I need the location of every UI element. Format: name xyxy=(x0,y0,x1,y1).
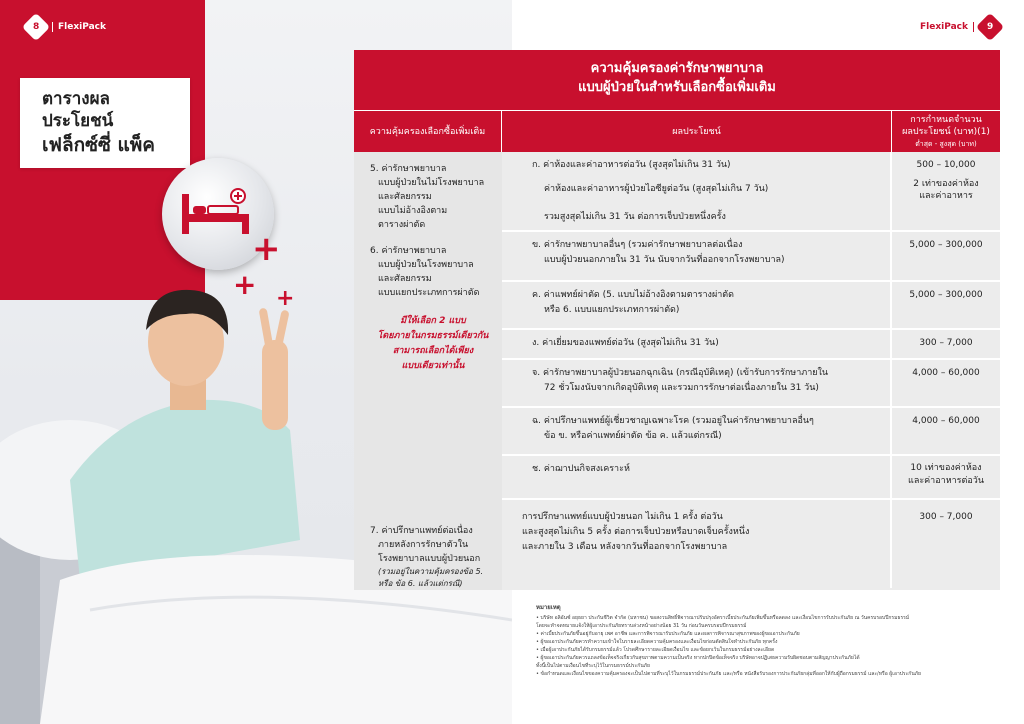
table-row: ง. ค่าเยี่ยมของแพทย์ต่อวัน (สูงสุดไม่เกิน 31 วัน) 300 – 7,000 xyxy=(502,330,1000,360)
footnote-line: ทั้งนี้เป็นไปตามเงื่อนไขที่ระบุไว้ในกรมธรรม์ประกันภัย xyxy=(536,663,650,669)
table-body xyxy=(354,152,1000,590)
table-header-row xyxy=(354,110,1000,152)
table-row: การปรึกษาแพทย์แบบผู้ป่วยนอก ไม่เกิน 1 ครั้ง ต่อวัน และสูงสุดไม่เกิน 5 ครั้ง ต่อการเจ็บป่วยหรือบาดเจ็บครั้งหนึ่ง และภายใน 3 เดือน หลังจากวันที่ออกจากโรงพยาบาล 300 – 7,000 xyxy=(502,500,1000,588)
footnotes-title: หมายเหตุ xyxy=(536,604,561,611)
header-benefit: ผลประโยชน์ xyxy=(502,111,892,152)
choice-note: มีให้เลือก 2 แบบ โดยภายในกรมธรรม์เดียวกัน สามารถเลือกได้เพียง แบบเดียวเท่านั้น xyxy=(377,316,489,371)
footnote-line: • ข้อกำหนดและเงื่อนไขของความคุ้มครองจะเป็นไปตามที่ระบุไว้ในกรมธรรม์ประกันภัย และ/หรือ หนังสือรับรองการประกันภัยกลุ่มที่ออกให้กับผู้ถือกรมธรรม์ และ/หรือ ผู้เอาประกันภัย xyxy=(536,671,921,677)
table-row: จ. ค่ารักษาพยาบาลผู้ป่วยนอกฉุกเฉิน (กรณีอุบัติเหตุ) (เข้ารับการรักษาภายใน 72 ชั่วโมงนับจากเกิดอุบัติเหตุ และรวมการรักษาต่อเนื่องภายใน 31 วัน) 4,000 – 60,000 xyxy=(502,360,1000,408)
footnote-line: โดยจะทำจดหมายแจ้งให้ผู้เอาประกันภัยทราบล่วงหน้าอย่างน้อย 31 วัน ก่อนวันครบรอบปีกรมธรรม์ xyxy=(536,623,747,629)
footnote-line: • ผู้ขอเอาประกันภัยควรทำความเข้าใจในรายละเอียดความคุ้มครองและเงื่อนไขก่อนตัดสินใจทำประกันภัย ทุกครั้ง xyxy=(536,639,778,645)
plus-icon: + xyxy=(276,286,295,311)
table-row: ฉ. ค่าปรึกษาแพทย์ผู้เชี่ยวชาญเฉพาะโรค (รวมอยู่ในค่ารักษาพยาบาลอื่นๆ ข้อ ข. หรือค่าแพทย์ผ่าตัด ข้อ ค. แล้วแต่กรณี) 4,000 – 60,000 xyxy=(502,408,1000,456)
page-number-icon: 9 xyxy=(976,13,1004,41)
page-title xyxy=(20,78,190,168)
coverage-group-6: 6. ค่ารักษาพยาบาล แบบผู้ป่วยในโรงพยาบาล และศัลยกรรม แบบแยกประเภทการผ่าตัด xyxy=(370,246,480,298)
footnote-line: • ค่าเบี้ยประกันภัยขึ้นอยู่กับอายุ เพศ อาชีพ และการพิจารณารับประกันภัย และผลการพิจารณาสุขภาพของผู้ขอเอาประกันภัย xyxy=(536,631,800,637)
table-row: ค. ค่าแพทย์ผ่าตัด (5. แบบไม่อ้างอิงตามตารางผ่าตัด หรือ 6. แบบแยกประเภทการผ่าตัด) 5,000 – 300,000 xyxy=(502,282,1000,330)
table-row: ก. ค่าห้องและค่าอาหารต่อวัน (สูงสุดไม่เกิน 31 วัน) 500 – 10,000 xyxy=(502,152,1000,176)
coverage-group-5: 5. ค่ารักษาพยาบาล แบบผู้ป่วยในไม่โรงพยาบาล และศัลยกรรม แบบไม่อ้างอิงตาม ตารางผ่าตัด xyxy=(370,164,485,230)
page-number-icon: 8 xyxy=(22,13,50,41)
coverage-group-7: 7. ค่าปรึกษาแพทย์ต่อเนื่อง ภายหลังการรักษาตัวใน โรงพยาบาลแบบผู้ป่วยนอก (รวมอยู่ในความคุ้มครองข้อ 5. หรือ ข้อ 6. แล้วแต่กรณี) xyxy=(370,526,484,588)
benefit-rows xyxy=(502,152,1000,590)
title-line-1: ตารางผลประโยชน์ xyxy=(42,89,114,131)
footnote-line: • เมื่อผู้เอาประกันภัยได้รับกรมธรรม์แล้ว โปรดศึกษารายละเอียดเงื่อนไข และข้อยกเว้นในกรมธรรม์อย่างละเอียด xyxy=(536,647,775,653)
title-line-2: เฟล็กซ์ซี่ แพ็ค xyxy=(42,134,155,156)
brand-name: FlexiPack xyxy=(920,22,974,32)
footnotes xyxy=(536,604,1006,678)
page-badge-left xyxy=(26,17,106,37)
table-row: ข. ค่ารักษาพยาบาลอื่นๆ (รวมค่ารักษาพยาบาลต่อเนื่อง แบบผู้ป่วยนอกภายใน 31 วัน นับจากวันที่ออกจากโรงพยาบาล) 5,000 – 300,000 xyxy=(502,232,1000,282)
coverage-column xyxy=(354,152,502,590)
header-amount: การกำหนดจำนวน ผลประโยชน์ (บาท)(1) ต่ำสุด - สูงสุด (บาท) xyxy=(892,111,1000,152)
plus-icon: + xyxy=(233,268,257,301)
benefit-table xyxy=(354,50,1000,590)
footnote-line: • บริษัท อลิอันซ์ อยุธยา ประกันชีวิต จำกัด (มหาชน) ขอสงวนสิทธิ์พิจารณาปรับปรุงอัตราเบี้ยประกันภัยเพิ่มขึ้นหรือลดลง และเงื่อนไขการรับประกันภัย ณ วันครบรอบปีกรมธรรม์ xyxy=(536,615,910,621)
plus-icon: + xyxy=(252,229,281,269)
page-badge-right xyxy=(920,17,1000,37)
footnote-line: • ผู้ขอเอาประกันภัยควรแถลงข้อเท็จจริงเกี่ยวกับสุขภาพตามความเป็นจริง หากปกปิดข้อเท็จจริง บริษัทอาจปฏิเสธความรับผิดชอบตามสัญญาประกันภัยได้ xyxy=(536,655,860,661)
table-title: ความคุ้มครองค่ารักษาพยาบาล แบบผู้ป่วยในสำหรับเลือกซื้อเพิ่มเติม xyxy=(354,50,1000,110)
header-coverage: ความคุ้มครองเลือกซื้อเพิ่มเติม xyxy=(354,111,502,152)
table-row: ค่าห้องและค่าอาหารผู้ป่วยไอซียูต่อวัน (สูงสุดไม่เกิน 7 วัน) 2 เท่าของค่าห้อง และค่าอาหาร xyxy=(502,176,1000,204)
brand-name: FlexiPack xyxy=(52,22,106,32)
table-row: รวมสูงสุดไม่เกิน 31 วัน ต่อการเจ็บป่วยหนึ่งครั้ง xyxy=(502,204,1000,232)
table-row: ช. ค่าฌาปนกิจสงเคราะห์ 10 เท่าของค่าห้อง และค่าอาหารต่อวัน xyxy=(502,456,1000,500)
